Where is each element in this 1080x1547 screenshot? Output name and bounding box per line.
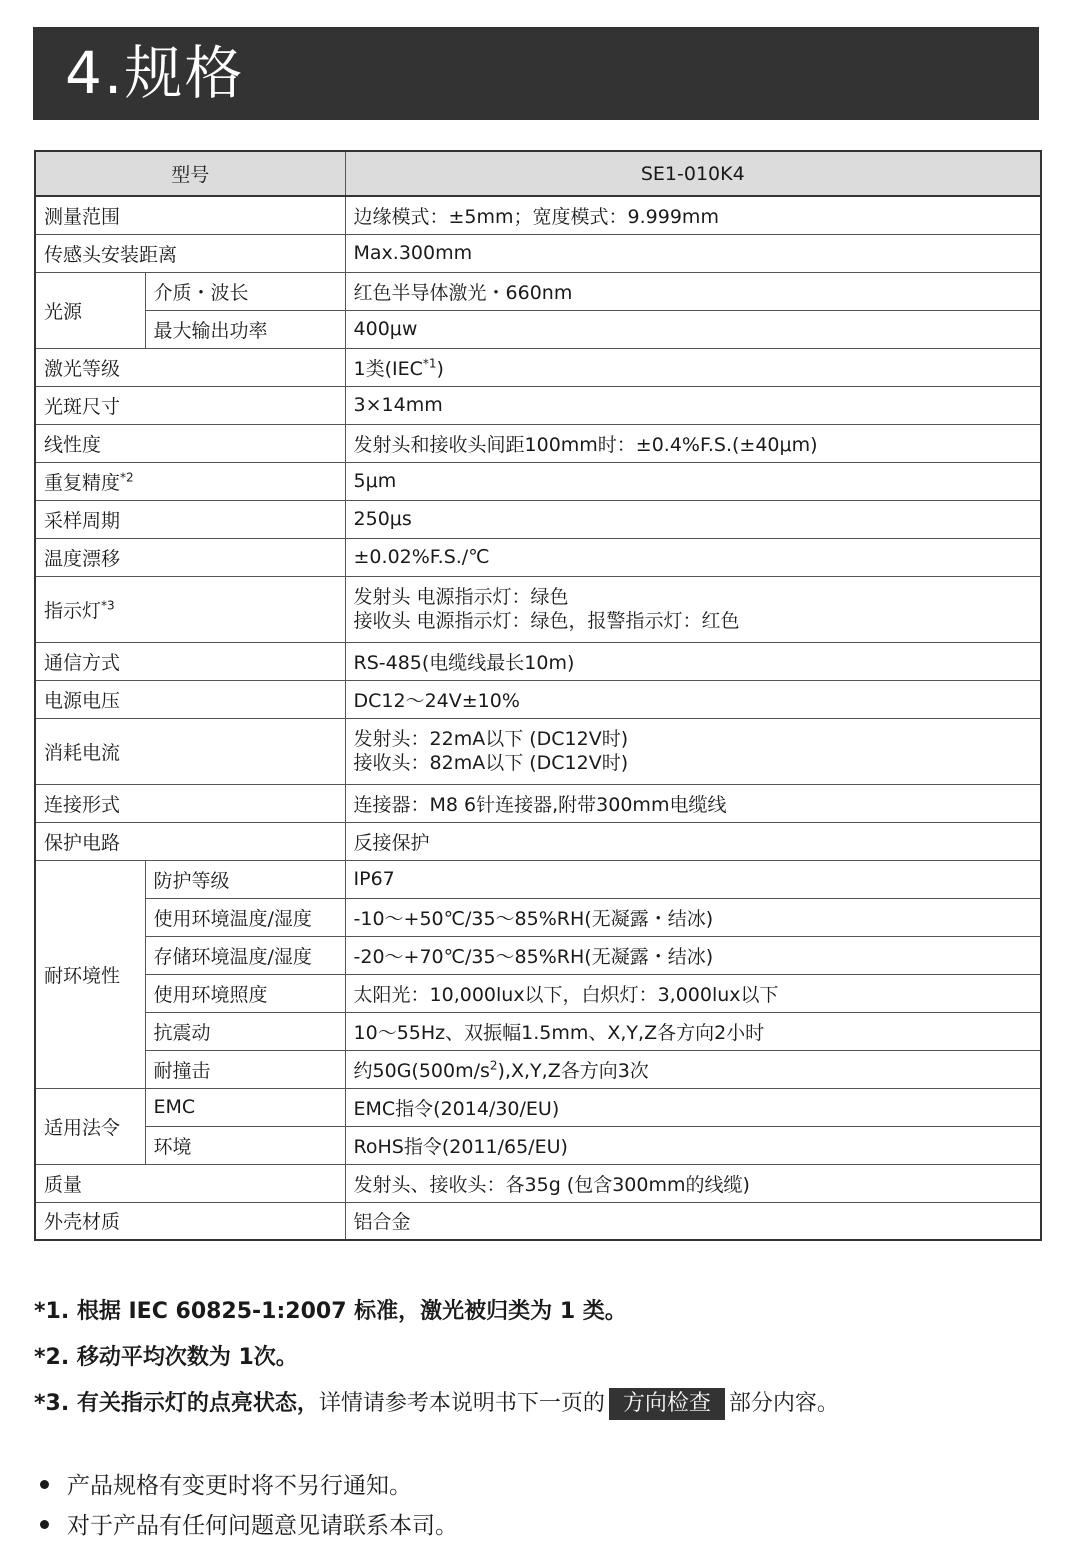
table-row	[35, 1050, 1041, 1088]
protect-value: 反接保护	[345, 822, 1041, 860]
light-label: 光源	[35, 272, 145, 348]
table-row	[35, 196, 1041, 234]
ip-value: IP67	[345, 860, 1041, 898]
sampling-label: 采样周期	[35, 500, 345, 538]
vibration-value: 10～55Hz、双振幅1.5mm、X,Y,Z各方向2小时	[345, 1012, 1041, 1050]
notice-text-1: 产品规格有变更时将不另行通知。	[67, 1473, 412, 1499]
table-row	[35, 348, 1041, 386]
indicator-label: 指示灯	[44, 599, 102, 622]
table-row	[35, 234, 1041, 272]
table-row	[35, 1126, 1041, 1164]
current-value	[345, 718, 1041, 784]
notice-text-2: 对于产品有任何问题意见请联系本司。	[67, 1513, 458, 1539]
shock-text-b: ),X,Y,Z各方向3次	[497, 1059, 649, 1082]
connect-value: 连接器：M8 6针连接器,附带300mm电缆线	[345, 784, 1041, 822]
model-value: SE1-010K4	[345, 151, 1041, 196]
laser-class-value	[345, 348, 1041, 386]
store-temp-label: 存储环境温度/湿度	[145, 936, 345, 974]
list-item	[34, 1467, 1044, 1507]
table-row	[35, 538, 1041, 576]
laser-class-label: 激光等级	[35, 348, 345, 386]
distance-value: Max.300mm	[345, 234, 1041, 272]
illum-value: 太阳光：10,000lux以下，白炽灯：3,000lux以下	[345, 974, 1041, 1012]
emc-value: EMC指令(2014/30/EU)	[345, 1088, 1041, 1126]
shock-label: 耐撞击	[145, 1050, 345, 1088]
table-row	[35, 310, 1041, 348]
indicator-line-1: 发射头 电源指示灯：绿色	[353, 586, 569, 608]
mass-label: 质量	[35, 1164, 345, 1202]
linearity-label: 线性度	[35, 424, 345, 462]
current-label: 消耗电流	[35, 718, 345, 784]
table-row	[35, 500, 1041, 538]
bullet-icon	[40, 1520, 49, 1529]
indicator-label-cell	[35, 576, 345, 642]
footnotes	[34, 1292, 1044, 1430]
shock-value	[345, 1050, 1041, 1088]
connect-label: 连接形式	[35, 784, 345, 822]
laser-class-footnote: *1	[422, 356, 437, 371]
spot-value: 3×14mm	[345, 386, 1041, 424]
table-row	[35, 1088, 1041, 1126]
table-row	[35, 936, 1041, 974]
repeat-value: 5μm	[345, 462, 1041, 500]
repeat-footnote: *2	[120, 470, 134, 485]
material-value: 铝合金	[345, 1202, 1041, 1240]
shock-text-a: 约50G(500m/s	[353, 1059, 490, 1082]
table-row	[35, 642, 1041, 680]
distance-label: 传感头安装距离	[35, 234, 345, 272]
table-row	[35, 462, 1041, 500]
table-row	[35, 718, 1041, 784]
drift-value: ±0.02%F.S./℃	[345, 538, 1041, 576]
footnote-2: *2. 移动平均次数为 1次。	[34, 1345, 298, 1370]
power-label: 最大输出功率	[145, 310, 345, 348]
comm-label: 通信方式	[35, 642, 345, 680]
table-row	[35, 272, 1041, 310]
repeat-label: 重复精度	[44, 471, 121, 494]
bullet-icon	[40, 1480, 49, 1489]
table-row	[35, 1164, 1041, 1202]
table-row	[35, 386, 1041, 424]
laser-class-text: 1类(IEC	[353, 357, 423, 380]
use-temp-value: -10～+50℃/35～85%RH(无凝露・结冰)	[345, 898, 1041, 936]
emc-label: EMC	[145, 1088, 345, 1126]
medium-value: 红色半导体激光・660nm	[345, 272, 1041, 310]
footnote-3-lead: *3. 有关指示灯的点亮状态，	[34, 1391, 319, 1416]
table-row	[35, 974, 1041, 1012]
table-row	[35, 1202, 1041, 1240]
repeat-label-cell	[35, 462, 345, 500]
direction-check-tag: 方向检查	[609, 1388, 725, 1420]
table-row	[35, 898, 1041, 936]
indicator-line-2: 接收头 电源指示灯：绿色，报警指示灯：红色	[353, 610, 740, 632]
current-line-2: 接收头：82mA以下 (DC12V时)	[353, 752, 629, 774]
list-item	[34, 1507, 1044, 1547]
power-value: 400μw	[345, 310, 1041, 348]
current-line-1: 发射头：22mA以下 (DC12V时)	[353, 728, 629, 750]
table-row	[35, 424, 1041, 462]
ip-label: 防护等级	[145, 860, 345, 898]
linearity-value: 发射头和接收头间距100mm时：±0.4%F.S.(±40μm)	[345, 424, 1041, 462]
rohs-label: 环境	[145, 1126, 345, 1164]
section-title: 4.规格	[33, 27, 1039, 120]
table-row	[35, 680, 1041, 718]
protect-label: 保护电路	[35, 822, 345, 860]
env-label: 耐环境性	[35, 860, 145, 1088]
voltage-label: 电源电压	[35, 680, 345, 718]
table-header-row	[35, 151, 1041, 196]
drift-label: 温度漂移	[35, 538, 345, 576]
table-row	[35, 860, 1041, 898]
table-row	[35, 822, 1041, 860]
sampling-value: 250μs	[345, 500, 1041, 538]
indicator-value	[345, 576, 1041, 642]
spec-table	[34, 150, 1042, 1241]
range-label: 测量范围	[35, 196, 345, 234]
footnote-3-body: 详情请参考本说明书下一页的	[318, 1391, 605, 1416]
illum-label: 使用环境照度	[145, 974, 345, 1012]
rohs-value: RoHS指令(2011/65/EU)	[345, 1126, 1041, 1164]
laser-class-tail: )	[436, 357, 444, 380]
store-temp-value: -20～+70℃/35～85%RH(无凝露・结冰)	[345, 936, 1041, 974]
footnote-3	[34, 1384, 1044, 1430]
range-value: 边缘模式：±5mm；宽度模式：9.999mm	[345, 196, 1041, 234]
spot-label: 光斑尺寸	[35, 386, 345, 424]
vibration-label: 抗震动	[145, 1012, 345, 1050]
comm-value: RS-485(电缆线最长10m)	[345, 642, 1041, 680]
use-temp-label: 使用环境温度/湿度	[145, 898, 345, 936]
mass-value: 发射头、接收头：各35g (包含300mm的线缆)	[345, 1164, 1041, 1202]
table-row	[35, 784, 1041, 822]
footnote-1: *1. 根据 IEC 60825-1:2007 标准，激光被归类为 1 类。	[34, 1299, 627, 1324]
voltage-value: DC12～24V±10%	[345, 680, 1041, 718]
shock-exponent: 2	[489, 1058, 498, 1073]
law-label: 适用法令	[35, 1088, 145, 1164]
table-row	[35, 1012, 1041, 1050]
footnote-3-tail: 部分内容。	[728, 1391, 839, 1416]
medium-label: 介质・波长	[145, 272, 345, 310]
notice-list	[34, 1467, 1044, 1547]
material-label: 外壳材质	[35, 1202, 345, 1240]
model-header: 型号	[35, 151, 345, 196]
indicator-footnote: *3	[101, 598, 115, 613]
table-row	[35, 576, 1041, 642]
